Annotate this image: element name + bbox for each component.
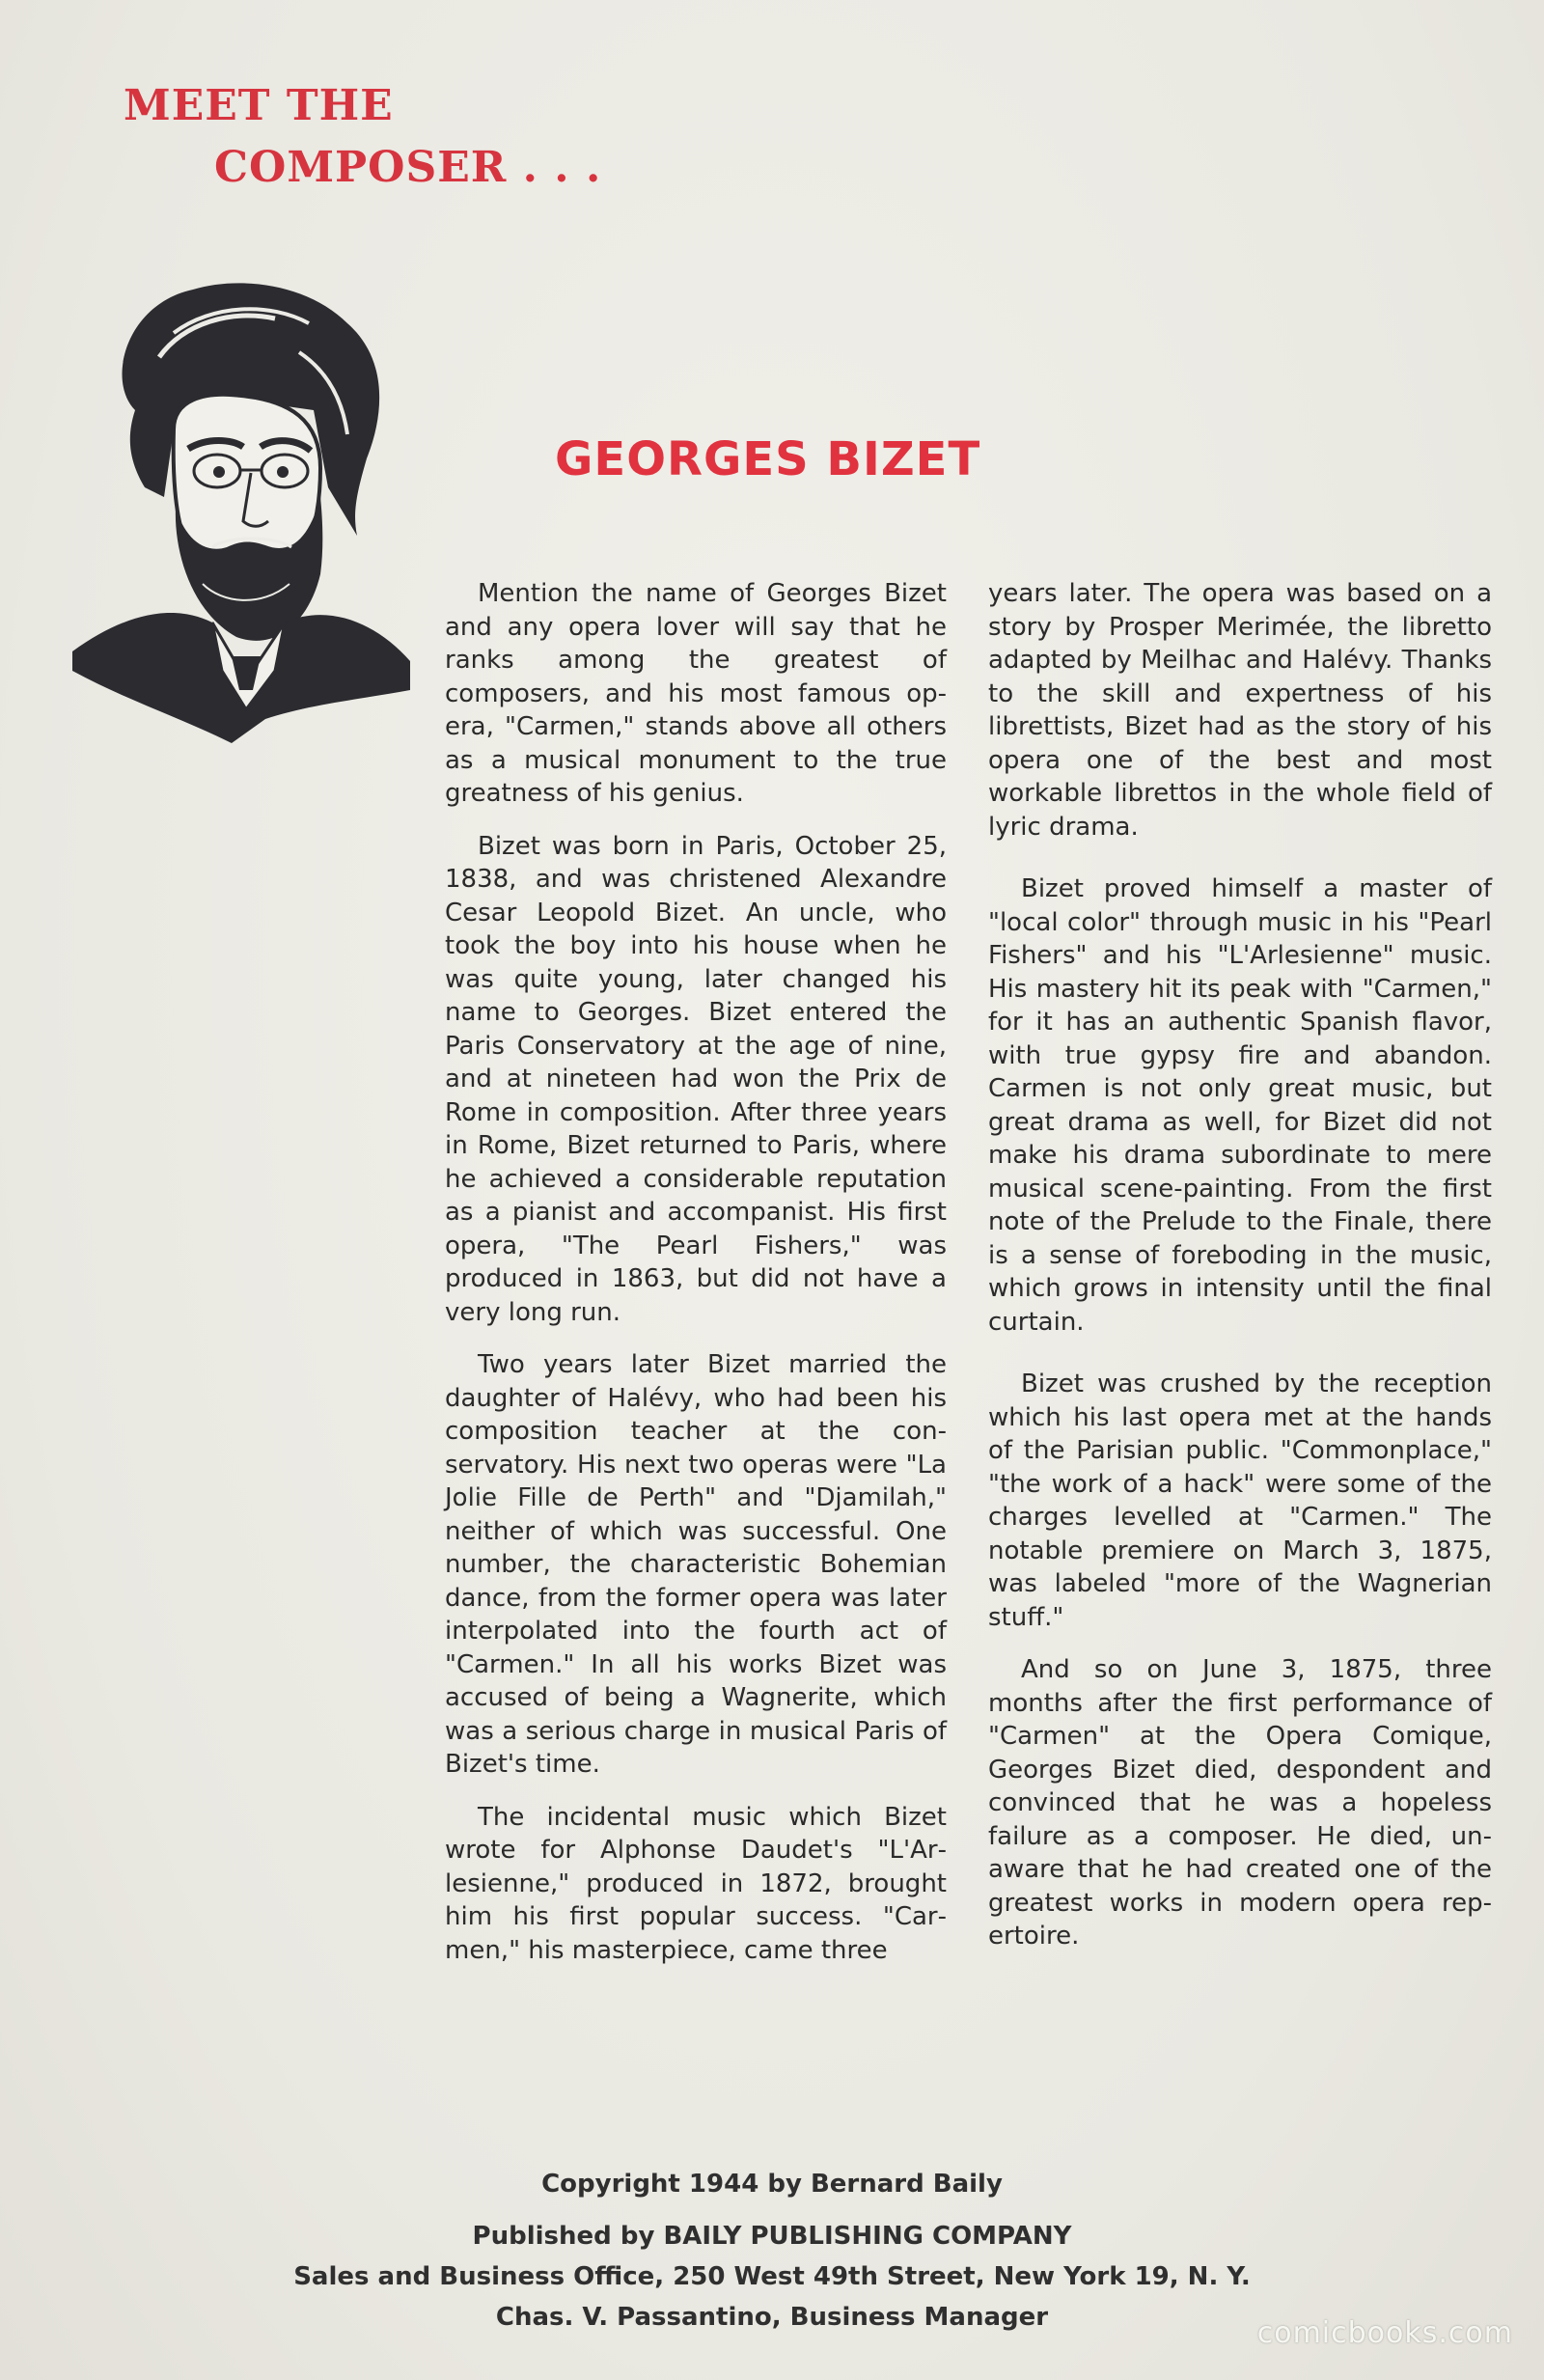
kicker-line-2: COMPOSER . . .: [214, 143, 602, 192]
paragraph: Mention the name of Georges Bizet and any opera lover will say that he ranks among the greatest of composers, and his most famous opera, "Carmen," stands above all others as a musical monument to the true greatness of his genius.: [445, 579, 947, 808]
copyright-line: Copyright 1944 by Bernard Baily: [541, 2170, 1003, 2199]
paragraph: Bizet proved himself a master of "local color" through music in his "Pearl Fishers" and his "L'Arlesienne" music. His mastery hit its peak with "Carmen," for it has an authentic Spanish flavor, with true gypsy fire and abandon. Carmen is not only great music, but great drama as well, for Bizet did not make his drama subordinate to mere musical scene-painting. From the first note of the Prelude to the Finale, there is a sense of foreboding in the music, which grows in intensity until the final curtain.: [988, 874, 1492, 1337]
composer-name: GEORGES BIZET: [555, 432, 981, 486]
publisher-line: Published by BAILY PUBLISHING COMPANY: [472, 2222, 1072, 2251]
paragraph: Bizet was born in Paris, October 25, 1838, and was christened Alexandre Cesar Leopold Bizet. An uncle, who took the boy into his house when he was quite young, later changed his name to Georges. Bizet entered the Paris Conservatory at the age of nine, and at nineteen had won the Prix de Rome in composition. After three years in Rome, Bizet returned to Paris, where he achieved a considerable reputation as a pianist and accompanist. His first opera, "The Pearl Fishers," was produced in 1863, but did not have a very long run.: [445, 831, 947, 1327]
manager-line: Chas. V. Passantino, Business Manager: [495, 2303, 1049, 2332]
paragraph: Two years later Bizet married the daughter of Halévy, who had been his composition teacher at the conservatory. His next two operas were "La Jolie Fille de Perth" and "Djamilah," neither of which was successful. One number, the characteristic Bohemian dance, from the former opera was later interpolated into the fourth act of "Carmen." In all his works Bizet was accused of being a Wagnerite, which was a serious charge in musical Paris of Bizet's time.: [445, 1350, 947, 1779]
composer-portrait-illustration: [68, 265, 415, 743]
kicker-line-1: MEET THE: [124, 81, 394, 130]
paragraph: Bizet was crushed by the reception which his last opera met at the hands of the Parisian public. "Commonplace," "the work of a hack" were some of the charges levelled at "Carmen." The notable premiere on March 3, 1875, was labeled "more of the Wagnerian stuff.": [988, 1370, 1492, 1632]
office-line: Sales and Business Office, 250 West 49th Street, New York 19, N. Y.: [293, 2262, 1251, 2291]
paragraph: years later. The opera was based on a story by Prosper Merimée, the libretto adapted by Meilhac and Halévy. Thanks to the skill and expertness of his librettists, Bizet had as the story of his opera one of the best and most workable librettos in the whole field of lyric drama.: [988, 579, 1492, 842]
paragraph: The incidental music which Bizet wrote for Alphonse Daudet's "L'Arlesienne," produced in 1872, brought him his first popular success. "Carmen," his masterpiece, came three: [445, 1802, 947, 1965]
article-right-column: [988, 577, 1492, 1973]
article-left-column: [445, 577, 947, 1986]
paragraph: And so on June 3, 1875, three months after the first performance of "Carmen" at the Opera Comique, Georges Bizet died, despondent and convinced that he was a hopeless failure as a composer. He died, unaware that he had created one of the greatest works in modern opera repertoire.: [988, 1655, 1492, 1951]
watermark: comicbooks.com: [1256, 2316, 1513, 2350]
